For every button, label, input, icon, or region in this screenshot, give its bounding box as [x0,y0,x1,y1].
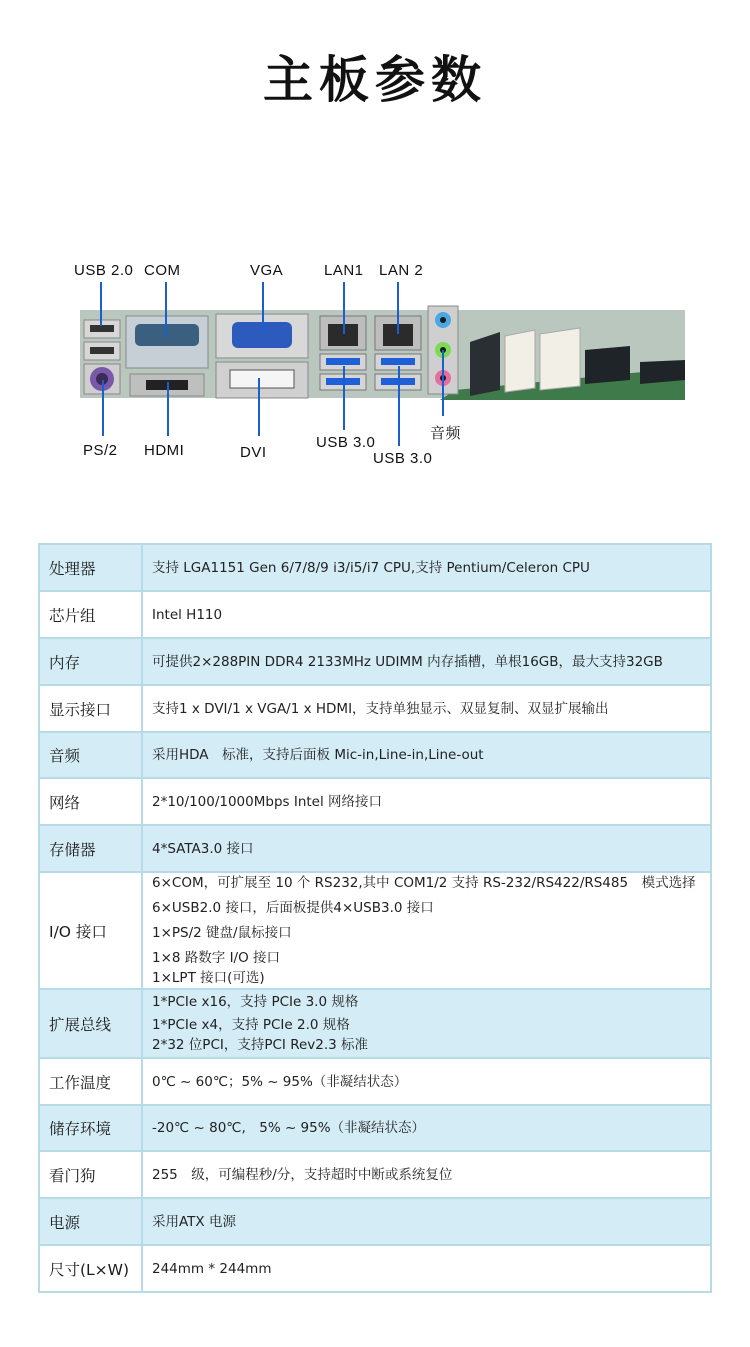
spec-value: 采用ATX 电源 [142,1198,711,1245]
table-row [39,825,711,872]
callout-lan1 [343,282,345,334]
spec-value: 244mm * 244mm [142,1245,711,1292]
label-usb30-b: USB 3.0 [373,450,433,467]
spec-key: 音频 [39,732,142,778]
spec-table [38,543,712,1293]
callout-usb30-a [343,366,345,430]
table-row [39,544,711,591]
table-row [39,778,711,825]
callout-usb30-b [398,366,400,446]
label-lan1: LAN1 [324,262,364,279]
table-row [39,872,711,989]
spec-key: 储存环境 [39,1105,142,1151]
table-row [39,638,711,685]
callout-usb20 [100,282,102,326]
spec-key: 存储器 [39,825,142,872]
callout-lan2 [397,282,399,334]
spec-key: 扩展总线 [39,989,142,1058]
spec-value: 4*SATA3.0 接口 [142,825,711,872]
callout-ps2 [102,380,104,436]
table-row [39,1151,711,1198]
spec-value: 6×COM，可扩展至 10 个 RS232,其中 COM1/2 支持 RS-232/RS422/RS485 模式选择 6×USB2.0 接口，后面板提供4×USB3.0 接口 1×PS/2 键盘/鼠标接口 1×8 路数字 I/O 接口 1×LPT 接口(可选) [142,872,711,989]
table-row [39,1245,711,1292]
callout-com [165,282,167,338]
label-lan2: LAN 2 [379,262,424,279]
spec-value: 采用HDA 标准，支持后面板 Mic-in,Line-in,Line-out [142,732,711,778]
table-row [39,989,711,1058]
callout-dvi [258,378,260,436]
rear-io-figure [0,250,750,480]
spec-key: 处理器 [39,544,142,591]
spec-key: 电源 [39,1198,142,1245]
label-audio: 音频 [430,425,462,442]
callout-audio [442,350,444,416]
label-dvi: DVI [240,444,267,461]
table-row [39,1058,711,1105]
spec-key: 显示接口 [39,685,142,732]
spec-value: 255 级，可编程秒/分，支持超时中断或系统复位 [142,1151,711,1198]
table-row [39,732,711,778]
spec-key: 工作温度 [39,1058,142,1105]
callout-hdmi [167,382,169,436]
spec-key: 网络 [39,778,142,825]
spec-value: 2*10/100/1000Mbps Intel 网络接口 [142,778,711,825]
spec-value: 支持 LGA1151 Gen 6/7/8/9 i3/i5/i7 CPU,支持 Pentium/Celeron CPU [142,544,711,591]
spec-key: 芯片组 [39,591,142,638]
spec-key: 内存 [39,638,142,685]
spec-value: 支持1 x DVI/1 x VGA/1 x HDMI，支持单独显示、双显复制、双显扩展输出 [142,685,711,732]
page-title: 主板参数 [263,51,487,109]
label-hdmi: HDMI [144,442,185,459]
spec-value: -20℃ ~ 80℃, 5% ~ 95%（非凝结状态） [142,1105,711,1151]
table-row [39,1198,711,1245]
spec-value: 1*PCIe x16，支持 PCIe 3.0 规格 1*PCIe x4，支持 PCIe 2.0 规格 2*32 位PCI，支持PCI Rev2.3 标准 [142,989,711,1058]
spec-value: Intel H110 [142,591,711,638]
table-row [39,1105,711,1151]
spec-key: 尺寸(L×W) [39,1245,142,1292]
label-vga: VGA [250,262,284,279]
label-com: COM [144,262,181,279]
spec-value: 0℃ ~ 60℃；5% ~ 95%（非凝结状态） [142,1058,711,1105]
spec-value: 可提供2×288PIN DDR4 2133MHz UDIMM 内存插槽，单根16GB，最大支持32GB [142,638,711,685]
label-ps2: PS/2 [83,442,118,459]
table-row [39,685,711,732]
callout-vga [262,282,264,334]
spec-key: I/O 接口 [39,872,142,989]
label-usb30-a: USB 3.0 [316,434,376,451]
label-usb20: USB 2.0 [74,262,134,279]
table-row [39,591,711,638]
spec-key: 看门狗 [39,1151,142,1198]
